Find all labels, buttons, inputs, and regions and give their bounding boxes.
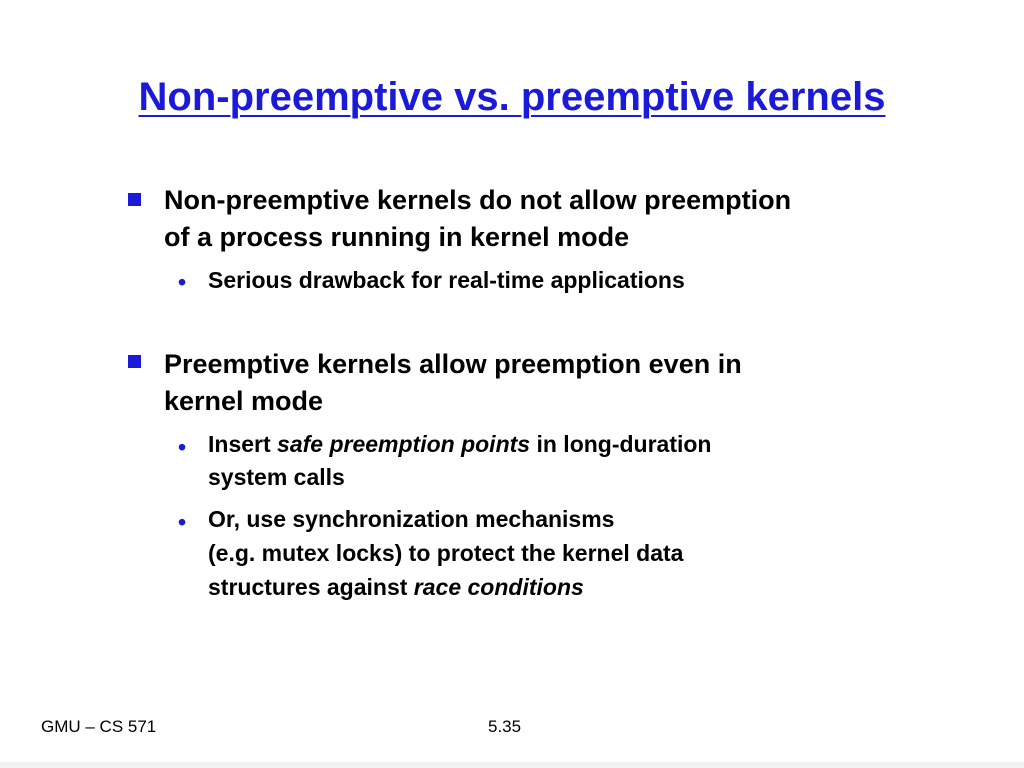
dot-bullet-icon: • [178, 434, 187, 460]
subbullet-2-1-line-1 [208, 428, 711, 461]
subbullet-2-1-text-before: Insert [208, 431, 278, 457]
subbullet-2-2-emphasis: race conditions [413, 574, 584, 600]
subbullet-1-1-line-1: Serious drawback for real-time applications [208, 267, 685, 293]
footer-course-label: GMU – CS 571 [41, 717, 157, 736]
bottom-divider [0, 762, 1024, 768]
subbullet-2-1-line-2: system calls [208, 464, 345, 490]
subbullet-2-2-line-2: (e.g. mutex locks) to protect the kernel data [208, 540, 684, 566]
subbullet-2-2-line-3 [208, 571, 584, 604]
footer-slide-number: 5.35 [488, 717, 522, 736]
square-bullet-icon [128, 355, 141, 368]
bullet-1-line-1: Non-preemptive kernels do not allow preemption [164, 185, 792, 215]
dot-bullet-icon: • [178, 269, 187, 295]
dot-bullet-icon: • [178, 509, 187, 535]
subbullet-2-1-text-after: in long-duration [530, 431, 712, 457]
subbullet-2-1-emphasis: safe preemption points [277, 431, 531, 457]
bullet-1-line-2: of a process running in kernel mode [164, 222, 630, 252]
square-bullet-icon [128, 193, 141, 206]
subbullet-2-2-text-before: structures against [208, 574, 414, 600]
subbullet-2-2-line-1: Or, use synchronization mechanisms [208, 506, 615, 532]
bullet-2-line-2: kernel mode [164, 386, 324, 416]
slide-title: Non-preemptive vs. preemptive kernels [138, 75, 886, 119]
bullet-2-line-1: Preemptive kernels allow preemption even in [164, 349, 742, 379]
